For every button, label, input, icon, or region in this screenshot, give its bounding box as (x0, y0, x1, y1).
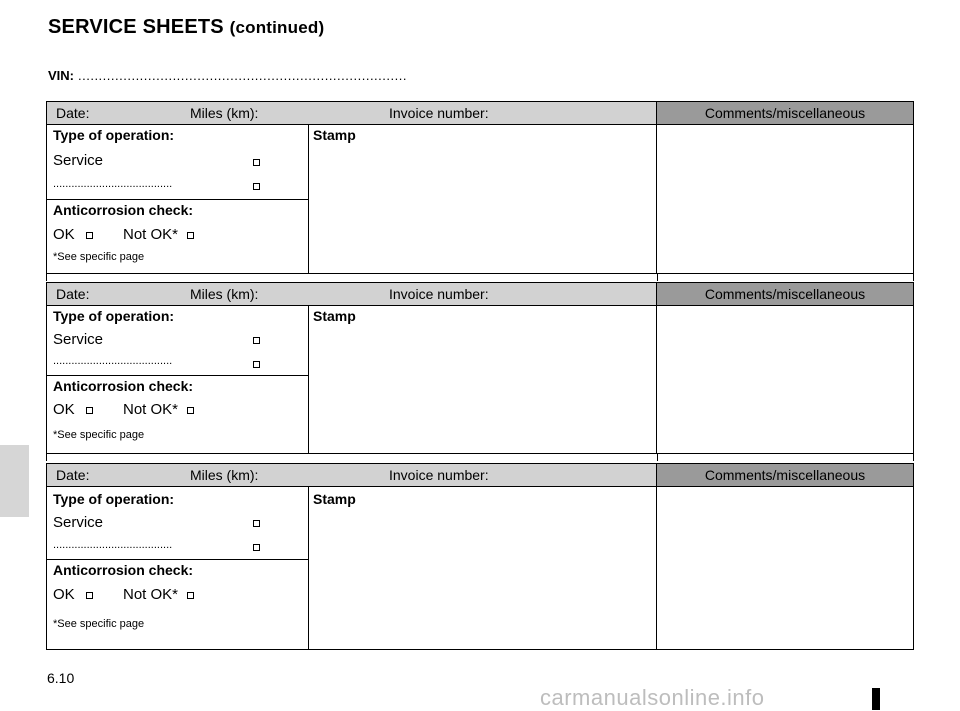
invoice-label: Invoice number: (389, 467, 489, 483)
comments-label: Comments/miscellaneous (657, 102, 913, 124)
sheet-header (47, 464, 913, 487)
ok-label: OK (53, 226, 75, 243)
type-label: Type of operation: (53, 491, 175, 507)
type-label: Type of operation: (53, 127, 175, 143)
invoice-label: Invoice number: (389, 105, 489, 121)
operation-column (47, 306, 309, 454)
service-sheet-1 (46, 101, 914, 274)
not-ok-checkbox[interactable] (187, 407, 194, 414)
service-label: Service (53, 514, 104, 531)
blank-line: ....................................... (53, 539, 173, 551)
invoice-label: Invoice number: (389, 286, 489, 302)
stamp-label: Stamp (313, 491, 356, 507)
title-main: SERVICE SHEETS (48, 16, 224, 38)
date-label: Date: (56, 467, 90, 483)
vin-label: VIN: (48, 68, 74, 83)
ok-label: OK (53, 586, 75, 603)
ok-label: OK (53, 401, 75, 418)
comments-label: Comments/miscellaneous (657, 283, 913, 305)
watermark: carmanualsonline.info (540, 685, 765, 710)
blank-line: ....................................... (53, 355, 173, 367)
page-title (48, 16, 324, 39)
ok-checkbox[interactable] (86, 592, 93, 599)
service-checkbox[interactable] (253, 337, 260, 344)
not-ok-label: Not OK* (123, 226, 179, 243)
chapter-tab (0, 445, 29, 517)
service-checkbox[interactable] (253, 520, 260, 527)
stamp-column (309, 306, 657, 454)
page-edge-mark (872, 688, 880, 710)
miles-label: Miles (km): (190, 286, 259, 302)
blank-line: ....................................... (53, 178, 173, 190)
vin-line (48, 68, 407, 83)
stamp-column (309, 487, 657, 650)
specific-note: *See specific page (53, 618, 145, 630)
ok-checkbox[interactable] (86, 407, 93, 414)
anticorrosion-label: Anticorrosion check: (53, 378, 194, 394)
service-sheet-2 (46, 282, 914, 454)
ok-checkbox[interactable] (86, 232, 93, 239)
miles-label: Miles (km): (190, 105, 259, 121)
stamp-label: Stamp (313, 308, 356, 324)
anticorrosion-label: Anticorrosion check: (53, 562, 194, 578)
service-sheet-3 (46, 463, 914, 650)
anticorrosion-label: Anticorrosion check: (53, 202, 194, 218)
operation-column (47, 125, 309, 274)
service-label: Service (53, 331, 104, 348)
specific-note: *See specific page (53, 251, 145, 263)
comments-area (657, 125, 913, 274)
not-ok-label: Not OK* (123, 586, 179, 603)
other-checkbox[interactable] (253, 544, 260, 551)
sheet-header (47, 102, 913, 125)
vin-dots: ................................................................................ (78, 68, 407, 83)
page-number: 6.10 (47, 670, 75, 686)
comments-area (657, 306, 913, 454)
specific-note: *See specific page (53, 429, 145, 441)
type-label: Type of operation: (53, 308, 175, 324)
other-checkbox[interactable] (253, 183, 260, 190)
comments-label: Comments/miscellaneous (657, 464, 913, 486)
sheet-header (47, 283, 913, 306)
comments-area (657, 487, 913, 650)
date-label: Date: (56, 105, 90, 121)
service-label: Service (53, 152, 104, 169)
stamp-column (309, 125, 657, 274)
operation-column (47, 487, 309, 650)
miles-label: Miles (km): (190, 467, 259, 483)
other-checkbox[interactable] (253, 361, 260, 368)
stamp-label: Stamp (313, 127, 356, 143)
date-label: Date: (56, 286, 90, 302)
not-ok-label: Not OK* (123, 401, 179, 418)
title-sub: (continued) (229, 18, 325, 37)
not-ok-checkbox[interactable] (187, 592, 194, 599)
not-ok-checkbox[interactable] (187, 232, 194, 239)
service-checkbox[interactable] (253, 159, 260, 166)
